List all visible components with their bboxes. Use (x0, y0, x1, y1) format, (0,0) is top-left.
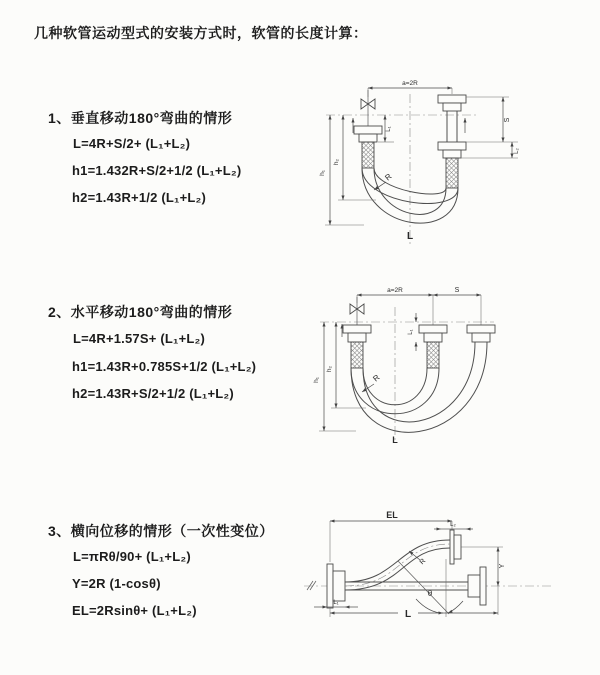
dim-label-l1: L₁ (386, 126, 392, 132)
section-2-formula-h1: h1=1.43R+0.785S+1/2 (L₁+L₂) (72, 359, 257, 374)
section-1-formula-h2: h2=1.43R+1/2 (L₁+L₂) (72, 190, 207, 205)
length-label: L (404, 609, 412, 620)
right-flange (468, 575, 480, 597)
dim-label-l2: L₂ (514, 148, 520, 154)
braided-section-right (446, 158, 458, 188)
section-1-formula-L: L=4R+S/2+ (L₁+L₂) (73, 136, 191, 151)
section-3-formula-Y: Y=2R (1-cosθ) (72, 576, 161, 591)
upper-flange (450, 530, 454, 564)
page-title: 几种软管运动型式的安装方式时，软管的长度计算： (34, 25, 368, 41)
dim-label-l1: L₁ (408, 329, 414, 335)
diagram-vertical-180-bend (312, 78, 527, 256)
braided-section-left (362, 142, 374, 168)
dim-label-h2: h₂ (333, 158, 340, 166)
hose-displaced (345, 540, 450, 582)
dim-label-s: S (504, 117, 511, 123)
section-1-heading: 1、垂直移动180°弯曲的情形 (48, 110, 233, 126)
dim-label-h1: h₁ (319, 170, 326, 176)
dim-label-l2: L₂ (450, 522, 456, 528)
right-flange-upper (438, 95, 466, 103)
braided-section-middle (427, 342, 439, 368)
left-flange (327, 564, 333, 608)
valve-icon (350, 304, 357, 314)
left-flange (354, 126, 382, 134)
section-2-formula-L: L=4R+1.57S+ (L₁+L₂) (73, 331, 206, 346)
dim-label-h1: h₁ (313, 377, 320, 383)
right-flange-shifted (467, 325, 495, 333)
valve-icon (361, 99, 368, 109)
hose-position-2 (351, 342, 487, 432)
dim-label-s: S (454, 287, 460, 294)
dim-label-y: Y (499, 563, 506, 569)
dim-label-l1: L₁ (333, 600, 339, 606)
section-1-formula-h1: h1=1.432R+S/2+1/2 (L₁+L₂) (72, 163, 242, 178)
braided-section-left (351, 342, 363, 368)
section-2-formula-h2: h2=1.43R+S/2+1/2 (L₁+L₂) (72, 386, 234, 401)
radius-label: R (418, 557, 428, 567)
middle-flange (419, 325, 447, 333)
dim-label-h2: h₂ (326, 365, 333, 373)
diagram-horizontal-180-bend (312, 283, 547, 448)
diagram-lateral-displacement (300, 503, 565, 653)
dim-label-el: EL (386, 510, 398, 520)
length-label: L (406, 231, 414, 242)
radius-label: R (371, 372, 382, 384)
dim-label-a2r: a=2R (387, 287, 403, 294)
length-label: L (392, 435, 398, 445)
radius-label: R (383, 171, 394, 183)
section-3-heading: 3、横向位移的情形（一次性变位） (48, 523, 274, 539)
angle-label: θ (427, 589, 433, 598)
right-flange-lower (438, 142, 466, 150)
section-3-formula-EL: EL=2Rsinθ+ (L₁+L₂) (72, 603, 197, 618)
section-3-formula-L: L=πRθ/90+ (L₁+L₂) (73, 549, 191, 564)
section-2-heading: 2、水平移动180°弯曲的情形 (48, 304, 233, 320)
left-flange (343, 325, 371, 333)
dim-label-a2r: a=2R (402, 80, 418, 87)
